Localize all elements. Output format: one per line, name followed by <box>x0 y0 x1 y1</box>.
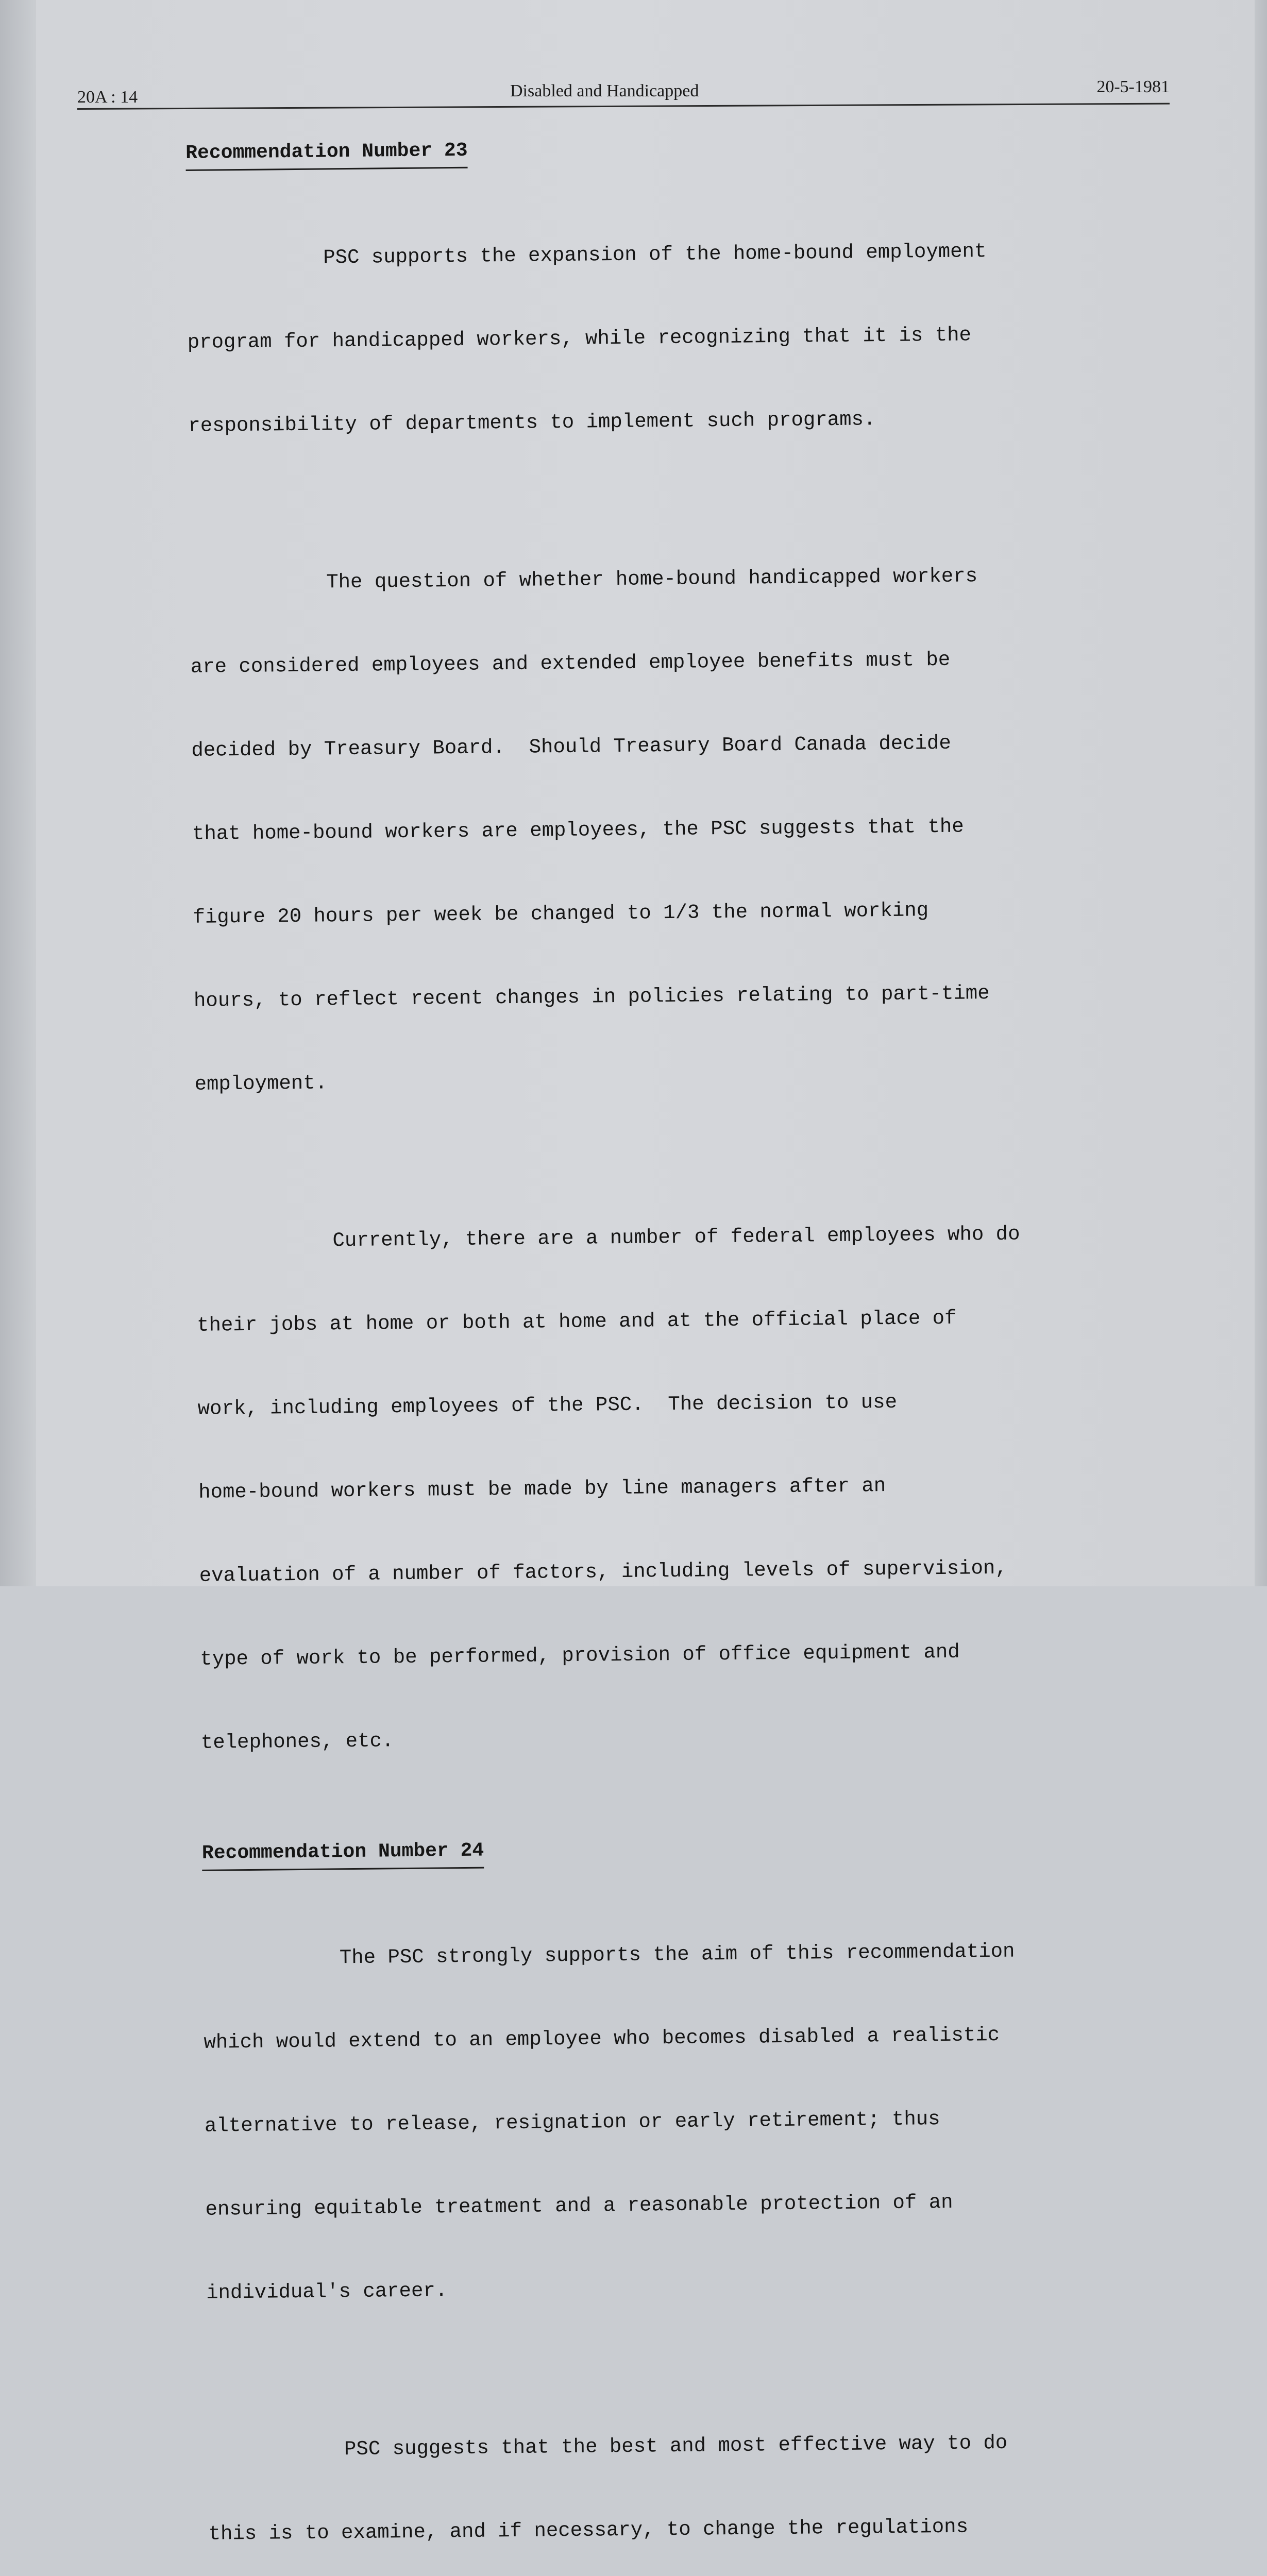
text-line: home-bound workers must be made by line managers after an <box>198 1475 886 1504</box>
text-line: The question of whether home-bound handicapped workers <box>326 565 978 594</box>
text-line: ensuring equitable treatment and a reasonable protection of an <box>205 2191 953 2221</box>
running-title: Disabled and Handicapped <box>510 81 699 100</box>
text-line: telephones, etc. <box>200 1730 394 1754</box>
page-reference: 20A : 14 <box>77 88 138 107</box>
header-date: 20-5-1981 <box>1096 77 1170 96</box>
text-line: program for handicapped workers, while recognizing that it is the <box>187 324 972 354</box>
text-line: type of work to be performed, provision of office equipment and <box>200 1640 960 1671</box>
text-line: PSC supports the expansion of the home-bound employment <box>323 240 987 269</box>
text-line: which would extend to an employee who becomes disabled a realistic <box>204 2024 1000 2054</box>
paragraph <box>207 2372 1122 2576</box>
paragraph <box>189 505 1102 1154</box>
text-line: their jobs at home or both at home and at the official place of <box>196 1307 957 1337</box>
text-line: alternative to release, resignation or early retirement; thus <box>204 2108 940 2138</box>
text-line: PSC suggests that the best and most effective way to do <box>344 2431 1008 2461</box>
page-right-edge <box>1255 0 1267 1586</box>
text-line: responsibility of departments to implement such programs. <box>188 408 876 437</box>
section-heading: Recommendation Number 23 <box>185 137 468 171</box>
text-line: individual's career. <box>206 2279 448 2304</box>
text-line: are considered employees and extended employee benefits must be <box>190 648 951 679</box>
text-line: The PSC strongly supports the aim of this recommendation <box>339 1940 1015 1970</box>
section-recommendation-23 <box>185 130 1108 1812</box>
text-line: figure 20 hours per week be changed to 1/3 the normal working <box>193 899 929 929</box>
text-line: that home-bound workers are employees, the PSC suggests that the <box>192 815 964 845</box>
paragraph <box>186 181 1096 496</box>
section-recommendation-24 <box>202 1831 1126 2576</box>
text-line: work, including employees of the PSC. The decision to use <box>197 1391 898 1420</box>
paragraph <box>202 1881 1114 2363</box>
paragraph <box>195 1164 1108 1812</box>
document-body <box>185 130 1129 2576</box>
text-line: Currently, there are a number of federal employees who do <box>332 1223 1020 1252</box>
text-line: employment. <box>194 1072 328 1096</box>
text-line: decided by Treasury Board. Should Treasury Board Canada decide <box>191 732 951 762</box>
section-heading: Recommendation Number 24 <box>202 1837 484 1871</box>
text-line: this is to examine, and if necessary, to change the regulations <box>208 2515 969 2546</box>
text-line: evaluation of a number of factors, including levels of supervision, <box>199 1556 1007 1587</box>
text-line: hours, to reflect recent changes in policies relating to part-time <box>193 982 990 1012</box>
page-left-edge <box>0 0 36 1586</box>
